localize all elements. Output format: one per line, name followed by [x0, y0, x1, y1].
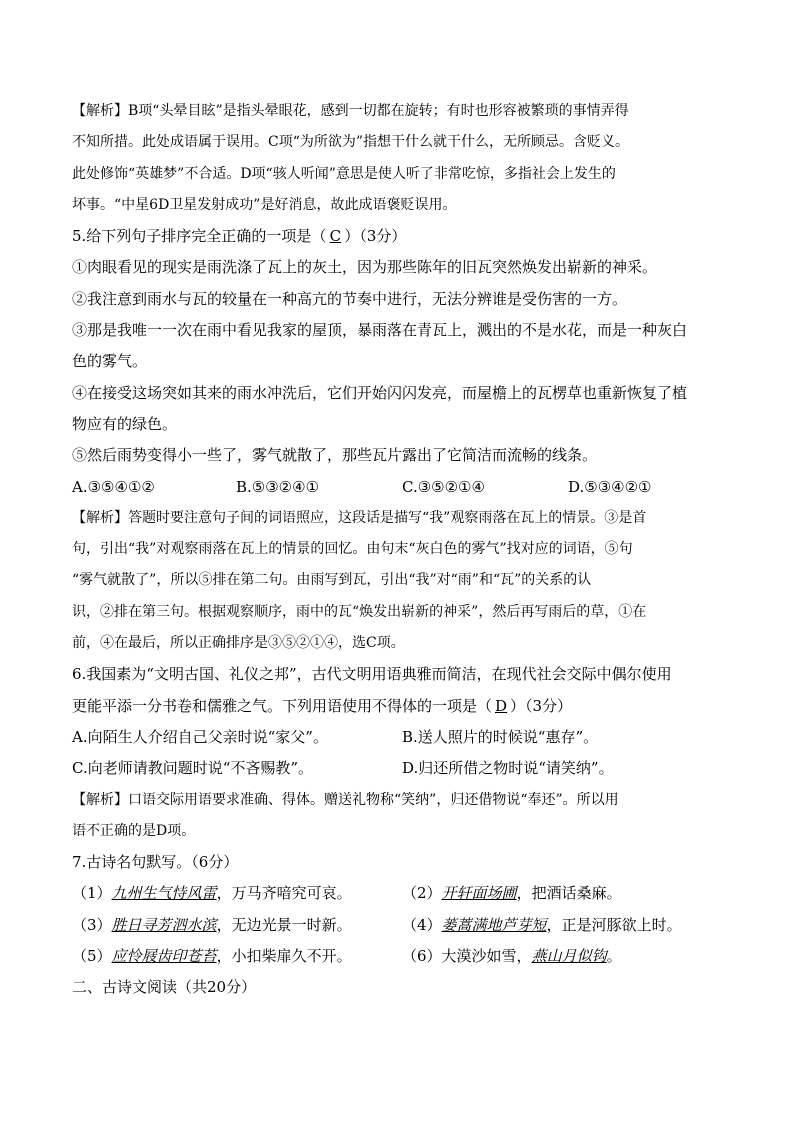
option-b: B.送人照片的时候说“惠存”。 — [402, 727, 599, 746]
handwritten-answer: 蒌蒿满地芦芽短 — [441, 915, 547, 934]
handwritten-answer: 燕山月似钩 — [531, 947, 607, 966]
sentence-line: ③那是我唯一一次在雨中看见我家的屋顶，暴雨落在青瓦上，溅出的不是水花，而是一种灰白 — [72, 321, 688, 340]
sentence-line: ④在接受这场突如其来的雨水冲洗后，它们开始闪闪发亮，而屋檐上的瓦楞草也重新恢复了植 — [72, 383, 688, 402]
handwritten-answer: 应怜屐齿印苍苔 — [111, 947, 217, 966]
sentence-line: ⑤然后雨势变得小一些了，雾气就散了，那些瓦片露出了它简洁而流畅的线条。 — [72, 446, 598, 465]
option-a: A.向陌生人介绍自己父亲时说“家父”。 — [72, 727, 328, 746]
poem-item: （4）蒌蒿满地芦芽短，正是河豚欲上时。 — [402, 915, 682, 934]
poem-item: （2）开轩面场圃，把酒话桑麻。 — [402, 884, 622, 903]
option-a: A.③⑤④①② — [72, 477, 155, 496]
sentence-line: 色的雾气。 — [72, 352, 148, 371]
explanation-line: 识，②排在第三句。根据观察顺序，雨中的瓦“焕发出崭新的神采”，然后再写雨后的草，①在 — [72, 603, 647, 620]
sentence-line: ②我注意到雨水与瓦的较量在一种高亢的节奏中进行，无法分辨谁是受伤害的一方。 — [72, 289, 628, 308]
option-c: C.向老师请教问题时说“不吝赐教”。 — [72, 759, 314, 778]
question-5-stem: 5.给下列句子排序完全正确的一项是（ C ）（3分） — [72, 221, 724, 252]
explanation-line: 此处修饰“英雄梦”不合适。D项“骇人听闻”意思是使人听了非常吃惊，多指社会上发生的 — [72, 165, 616, 182]
sentence-line: ①肉眼看见的现实是雨洗涤了瓦上的灰土，因为那些陈年的旧瓦突然焕发出崭新的神采。 — [72, 258, 658, 277]
poem-item: （5）应怜屐齿印苍苔，小扣柴扉久不开。 — [72, 947, 352, 966]
handwritten-answer: 开轩面场圃 — [441, 884, 517, 903]
explanation-line: 不知所措。此处成语属于误用。C项“为所欲为”指想干什么就干什么，无所顾忌。含贬义。 — [72, 134, 630, 151]
option-c: C.③⑤②①④ — [402, 477, 485, 496]
question-6-options-row — [72, 722, 724, 753]
poem-row — [72, 910, 724, 941]
explanation-line: 语不正确的是D项。 — [72, 822, 196, 839]
poem-row — [72, 878, 724, 909]
poem-item: （3）胜日寻芳泗水滨，无边光景一时新。 — [72, 915, 352, 934]
section-heading: 二、古诗文阅读（共20分） — [72, 978, 257, 997]
explanation-line: 【解析】B项“头晕目眩”是指头晕眼花，感到一切都在旋转；有时也形容被繁琐的事情弄得 — [72, 103, 629, 119]
poem-item: （6）大漠沙如雪，燕山月似钩。 — [402, 947, 622, 966]
explanation-line: 【解析】口语交际用语要求准确、得体。赠送礼物称“笑纳”，归还借物说“奉还”。所以用 — [72, 791, 619, 808]
question-6-options-row — [72, 753, 724, 784]
explanation-line: 【解析】答题时要注意句子间的词语照应，这段话是描写“我”观察雨落在瓦上的情景。③是首 — [72, 509, 647, 526]
question-6-stem: 6.我国素为“文明古国、礼仪之邦”，古代文明用语典雅而简洁，在现代社会交际中偶尔使用 — [72, 665, 672, 684]
explanation-line: 坏事。“中星6D卫星发射成功”是好消息，故此成语褒贬误用。 — [72, 196, 457, 213]
handwritten-answer: 胜日寻芳泗水滨 — [111, 915, 217, 934]
answer-blank: C — [329, 227, 342, 246]
option-b: B.⑤③②④① — [236, 477, 320, 496]
handwritten-answer: 九州生气恃风雷 — [111, 884, 217, 903]
explanation-line: 句，引出“我”对观察雨落在瓦上的情景的回忆。由句末“灰白色的雾气”找对应的词语，⑤句 — [72, 541, 633, 558]
poem-row — [72, 941, 724, 972]
answer-blank: D — [495, 696, 508, 715]
poem-item: （1）九州生气恃风雷，万马齐喑究可哀。 — [72, 884, 352, 903]
option-d: D.⑤③④②① — [568, 477, 652, 496]
question-7-stem: 7.古诗名句默写。（6分） — [72, 853, 239, 872]
explanation-line: 前，④在最后，所以正确排序是③⑤②①④，选C项。 — [72, 635, 405, 652]
document-page — [72, 96, 724, 1004]
option-d: D.归还所借之物时说“请笑纳”。 — [402, 759, 614, 778]
question-6-stem: 更能平添一分书卷和儒雅之气。下列用语使用不得体的一项是（ D ）（3分） — [72, 691, 724, 722]
sentence-line: 物应有的绿色。 — [72, 414, 178, 433]
question-5-options — [72, 472, 724, 503]
explanation-line: “雾气就散了”，所以⑤排在第二句。由雨写到瓦，引出“我”对“雨”和“瓦”的关系的认 — [72, 572, 592, 589]
